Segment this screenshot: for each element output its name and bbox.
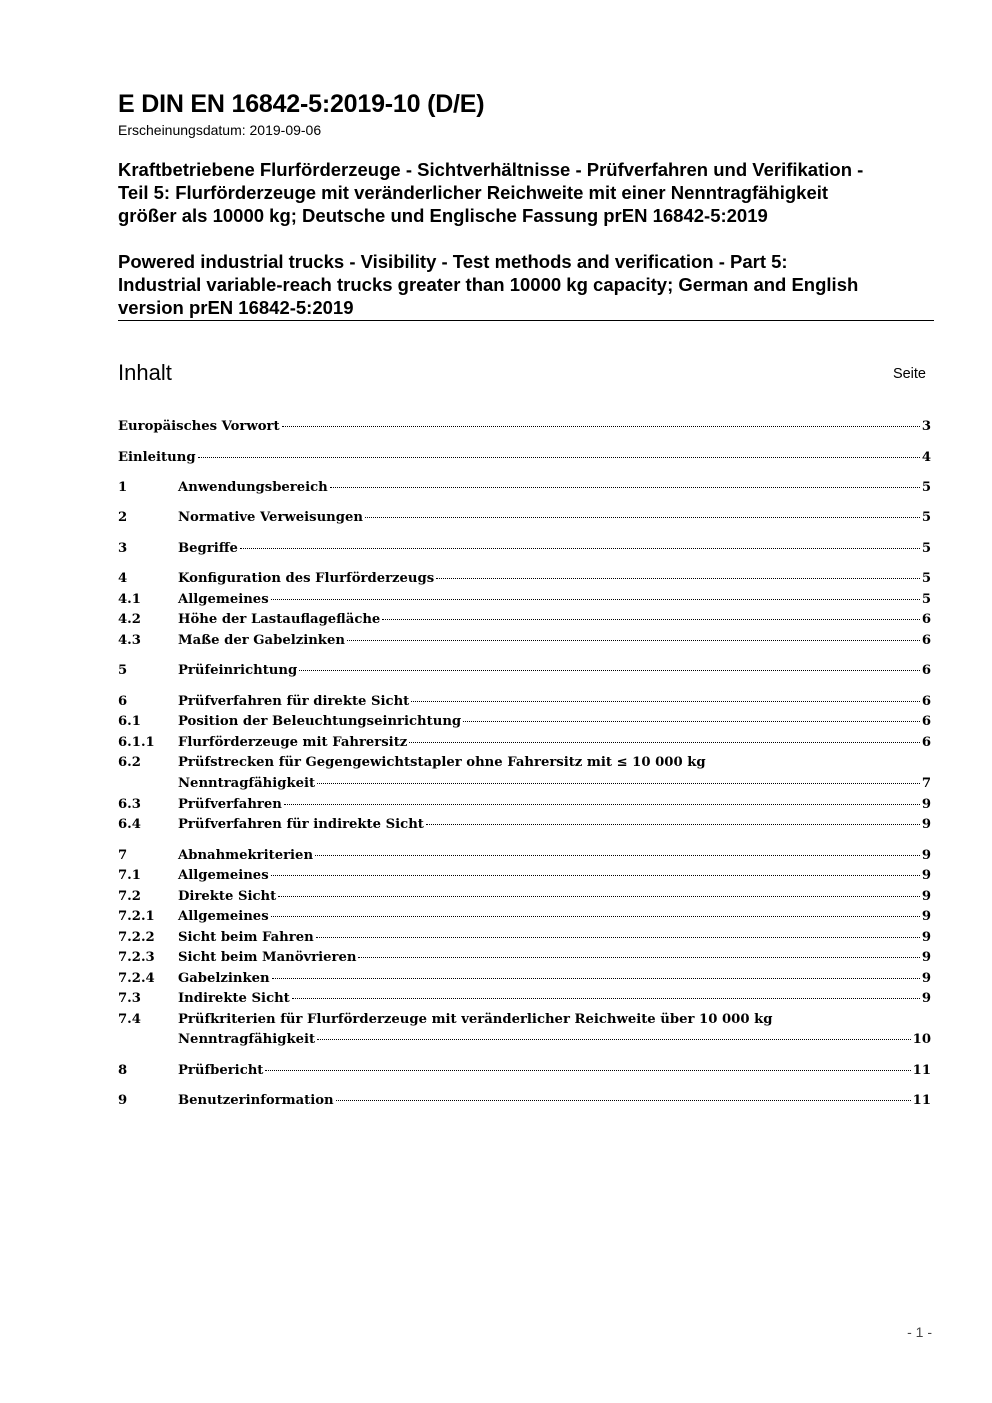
toc-entry[interactable] — [118, 969, 931, 989]
toc-entry-number: 7.2.4 — [118, 971, 155, 986]
toc-entry-title: Normative Verweisungen — [178, 510, 363, 525]
toc-leader-dots — [382, 619, 919, 620]
toc-leader-dots — [365, 517, 920, 518]
toc-entry-title: Allgemeines — [178, 909, 269, 924]
toc-entry-page: 6 — [921, 714, 931, 729]
toc-entry-page: 6 — [921, 663, 931, 678]
toc-entry-title: Maße der Gabelzinken — [178, 633, 345, 648]
toc-heading: Inhalt — [118, 360, 172, 385]
toc-entry-title: Prüfbericht — [178, 1063, 264, 1078]
toc-entry-title: Indirekte Sicht — [178, 991, 290, 1006]
toc-entry[interactable] — [118, 948, 931, 968]
toc-entry-page: 6 — [921, 633, 931, 648]
toc-entry-number: 6.3 — [118, 797, 141, 812]
toc-entry-page: 9 — [921, 909, 931, 924]
toc-entry-page: 4 — [921, 450, 931, 465]
toc-leader-dots — [265, 1070, 910, 1071]
toc-leader-dots — [272, 978, 920, 979]
toc-entry-page: 6 — [921, 694, 931, 709]
toc-entry-title-continuation: Nenntragfähigkeit — [178, 776, 316, 791]
toc-entry-number: 4.3 — [118, 633, 141, 648]
toc-entry-number: 7.2 — [118, 889, 141, 904]
toc-entry-title: Gabelzinken — [178, 971, 270, 986]
toc-entry[interactable] — [118, 1061, 931, 1081]
toc-leader-dots — [271, 916, 920, 917]
toc-entry[interactable] — [118, 478, 931, 498]
toc-entry-continuation[interactable] — [118, 1030, 931, 1050]
toc-entry-page: 9 — [921, 991, 931, 1006]
english-title-line: Industrial variable-reach trucks greater than 10000 kg capacity; German and English — [118, 274, 859, 295]
toc-entry-page: 9 — [921, 950, 931, 965]
document-id: E DIN EN 16842-5:2019-10 (D/E) — [118, 90, 485, 118]
toc-entry-number: 6.1 — [118, 714, 141, 729]
toc-entry-page: 5 — [921, 592, 931, 607]
toc-entry-title: Europäisches Vorwort — [118, 419, 280, 434]
toc-entry-number: 7.2.1 — [118, 909, 155, 924]
toc-leader-dots — [426, 824, 920, 825]
toc-entry-page: 9 — [921, 930, 931, 945]
german-title-line: Kraftbetriebene Flurförderzeuge - Sichtverhältnisse - Prüfverfahren und Verifikation - — [118, 159, 864, 180]
toc-leader-dots — [271, 599, 920, 600]
toc-entry-number: 4.1 — [118, 592, 141, 607]
toc-entry-number: 6 — [118, 694, 128, 709]
toc-entry-title: Allgemeines — [178, 592, 269, 607]
toc-entry[interactable] — [118, 928, 931, 948]
toc-entry-page: 3 — [921, 419, 931, 434]
toc-entry-title: Begriffe — [178, 541, 238, 556]
toc-entry-page: 9 — [921, 889, 931, 904]
toc-entry-number: 7.4 — [118, 1012, 141, 1027]
toc-entry-page: 10 — [912, 1032, 931, 1047]
toc-leader-dots — [278, 896, 920, 897]
toc-entry-number: 7.1 — [118, 868, 141, 883]
toc-entry[interactable] — [118, 907, 931, 927]
toc-entry-title: Anwendungsbereich — [178, 480, 328, 495]
toc-entry[interactable] — [118, 989, 931, 1009]
toc-entry-title: Prüfverfahren für indirekte Sicht — [178, 817, 424, 832]
toc-leader-dots — [198, 457, 920, 458]
toc-entry-page: 11 — [912, 1093, 931, 1108]
toc-entry-title: Allgemeines — [178, 868, 269, 883]
toc-entry-page: 5 — [921, 510, 931, 525]
toc-entry-number: 6.4 — [118, 817, 141, 832]
toc-entry-title: Höhe der Lastauflagefläche — [178, 612, 381, 627]
toc-entry-page: 9 — [921, 971, 931, 986]
toc-entry-number: 1 — [118, 480, 128, 495]
toc-entry[interactable] — [118, 417, 931, 437]
german-title-line: größer als 10000 kg; Deutsche und Englische Fassung prEN 16842-5:2019 — [118, 205, 768, 226]
toc-entry[interactable] — [118, 508, 931, 528]
toc-entry-title: Sicht beim Manövrieren — [178, 950, 357, 965]
toc-leader-dots — [317, 1039, 911, 1040]
toc-entry[interactable] — [118, 1010, 931, 1030]
toc-entry[interactable] — [118, 887, 931, 907]
toc-entry-title: Prüfverfahren für direkte Sicht — [178, 694, 410, 709]
toc-leader-dots — [240, 548, 920, 549]
toc-leader-dots — [284, 804, 920, 805]
toc-leader-dots — [330, 487, 920, 488]
toc-leader-dots — [358, 957, 919, 958]
toc-entry-number: 7 — [118, 848, 128, 863]
toc-leader-dots — [317, 783, 920, 784]
toc-entry-title: Prüfstrecken für Gegengewichtstapler ohne Fahrersitz mit ≤ 10 000 kg — [178, 755, 706, 770]
toc-entry[interactable] — [118, 712, 931, 732]
toc-entry-page: 9 — [921, 848, 931, 863]
toc-entry-page: 9 — [921, 817, 931, 832]
toc-entry-page: 6 — [921, 735, 931, 750]
toc-entry-title: Direkte Sicht — [178, 889, 277, 904]
toc-entry-page: 11 — [912, 1063, 931, 1078]
german-title-line: Teil 5: Flurförderzeuge mit veränderlicher Reichweite mit einer Nenntragfähigkeit — [118, 182, 829, 203]
toc-entry-page: 9 — [921, 868, 931, 883]
toc-entry-title-continuation: Nenntragfähigkeit — [178, 1032, 316, 1047]
toc-leader-dots — [292, 998, 920, 999]
toc-entry[interactable] — [118, 733, 931, 753]
toc-leader-dots — [299, 670, 920, 671]
toc-entry-title: Position der Beleuchtungseinrichtung — [178, 714, 462, 729]
toc-entry-title: Flurförderzeuge mit Fahrersitz — [178, 735, 408, 750]
table-of-contents — [118, 0, 933, 1403]
toc-page-label: Seite — [892, 366, 926, 382]
toc-entry-continuation[interactable] — [118, 774, 931, 794]
page-number: - 1 - — [907, 1324, 932, 1340]
publication-date: Erscheinungsdatum: 2019-09-06 — [118, 122, 322, 138]
toc-entry-number: 4.2 — [118, 612, 141, 627]
english-title-line: Powered industrial trucks - Visibility - Test methods and verification - Part 5: — [118, 251, 788, 272]
toc-entry[interactable] — [118, 815, 931, 835]
toc-entry[interactable] — [118, 692, 931, 712]
toc-entry-page: 5 — [921, 480, 931, 495]
toc-entry[interactable] — [118, 569, 931, 589]
toc-leader-dots — [282, 426, 920, 427]
toc-entry-title: Konfiguration des Flurförderzeugs — [178, 571, 435, 586]
toc-entry-title: Prüfkriterien für Flurförderzeuge mit veränderlicher Reichweite über 10 000 kg — [178, 1012, 773, 1027]
toc-entry-page: 6 — [921, 612, 931, 627]
toc-entry-title: Einleitung — [118, 450, 196, 465]
toc-entry-number: 7.2.3 — [118, 950, 155, 965]
toc-entry-number: 7.2.2 — [118, 930, 155, 945]
english-title-line: version prEN 16842-5:2019 — [118, 297, 354, 318]
toc-entry-number: 4 — [118, 571, 128, 586]
toc-entry[interactable] — [118, 590, 931, 610]
toc-entry-title: Benutzerinformation — [178, 1093, 334, 1108]
toc-entry-page: 9 — [921, 797, 931, 812]
toc-leader-dots — [315, 855, 920, 856]
toc-entry[interactable] — [118, 753, 931, 773]
toc-leader-dots — [316, 937, 920, 938]
toc-entry-page: 7 — [921, 776, 931, 791]
toc-leader-dots — [411, 701, 920, 702]
toc-entry-title: Prüfverfahren — [178, 797, 282, 812]
toc-entry[interactable] — [118, 539, 931, 559]
toc-entry[interactable] — [118, 866, 931, 886]
toc-entry-title: Sicht beim Fahren — [178, 930, 314, 945]
toc-leader-dots — [271, 875, 920, 876]
toc-entry-title: Prüfeinrichtung — [178, 663, 298, 678]
toc-entry-page: 5 — [921, 541, 931, 556]
toc-entry-number: 2 — [118, 510, 128, 525]
toc-entry-title: Abnahmekriterien — [178, 848, 314, 863]
toc-leader-dots — [347, 640, 920, 641]
toc-leader-dots — [336, 1100, 911, 1101]
toc-entry-number: 6.1.1 — [118, 735, 155, 750]
toc-entry-number: 3 — [118, 541, 128, 556]
toc-leader-dots — [436, 578, 920, 579]
toc-entry[interactable] — [118, 448, 931, 468]
toc-entry-number: 7.3 — [118, 991, 141, 1006]
toc-entry[interactable] — [118, 661, 931, 681]
toc-entry[interactable] — [118, 631, 931, 651]
toc-entry[interactable] — [118, 846, 931, 866]
toc-entry-number: 6.2 — [118, 755, 141, 770]
toc-entry[interactable] — [118, 1091, 931, 1111]
toc-entry[interactable] — [118, 795, 931, 815]
toc-leader-dots — [463, 721, 920, 722]
toc-leader-dots — [409, 742, 920, 743]
toc-entry-number: 5 — [118, 663, 128, 678]
toc-entry[interactable] — [118, 610, 931, 630]
toc-entry-page: 5 — [921, 571, 931, 586]
toc-entry-number: 9 — [118, 1093, 128, 1108]
toc-entry-number: 8 — [118, 1063, 128, 1078]
